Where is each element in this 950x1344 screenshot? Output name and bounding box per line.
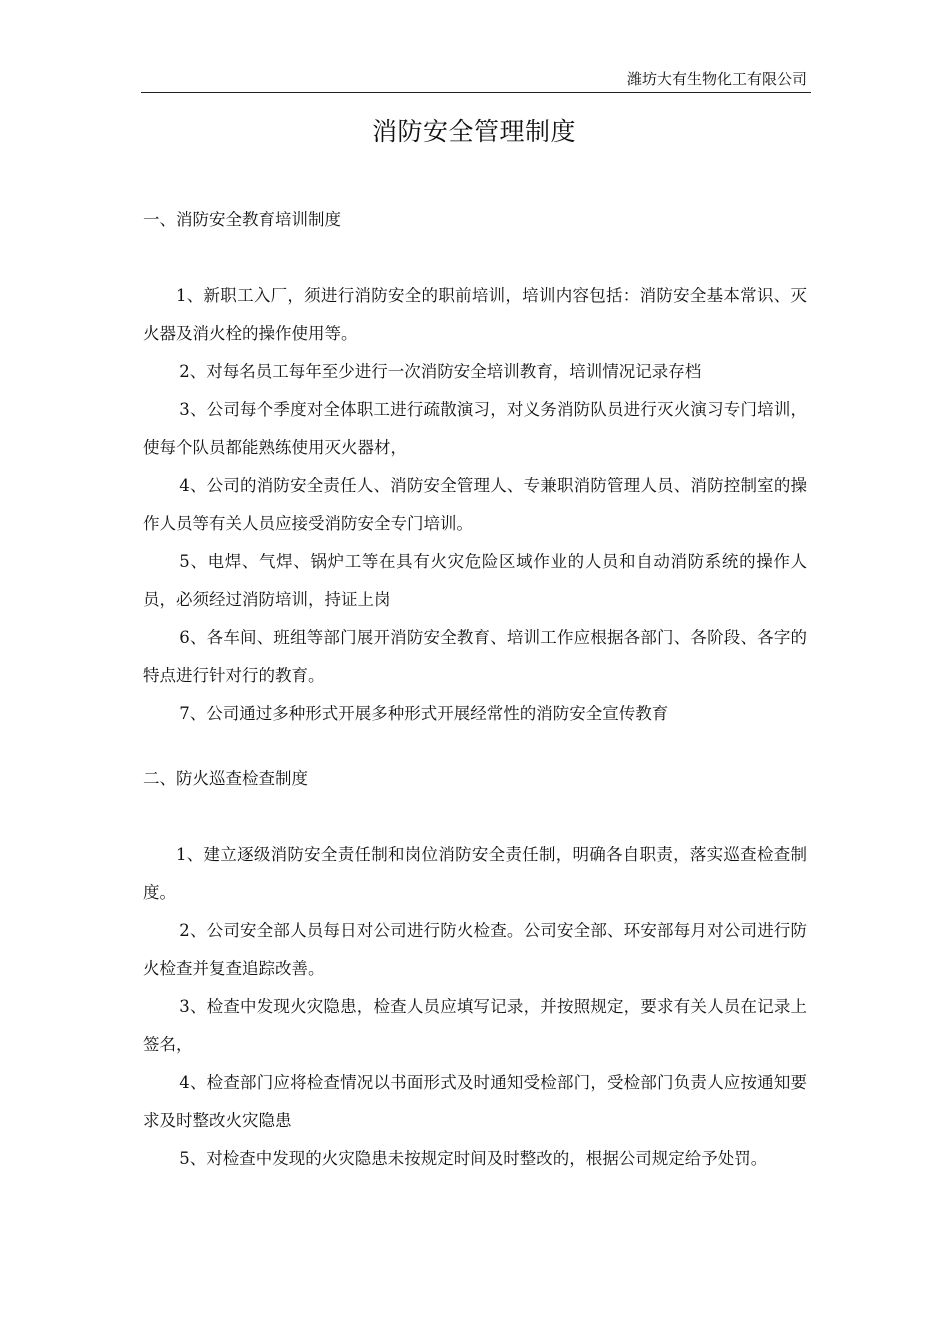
document-title: 消防安全管理制度: [371, 117, 576, 146]
section-2-item: 3、检查中发现火灾隐患，检查人员应填写记录，并按照规定，要求有关人员在记录上签名，: [143, 997, 807, 1054]
section-1-item: 2、对每名员工每年至少进行一次消防安全培训教育，培训情况记录存档: [179, 362, 702, 381]
section-2-item: 2、公司安全部人员每日对公司进行防火检查。公司安全部、环安部每月对公司进行防火检查并复查追踪改善。: [143, 921, 807, 978]
section-2-item: 1、建立逐级消防安全责任制和岗位消防安全责任制，明确各自职责，落实巡查检查制度。: [143, 845, 807, 902]
section-1-heading: 一、消防安全教育培训制度: [143, 210, 341, 229]
section-1-item: 3、公司每个季度对全体职工进行疏散演习，对义务消防队员进行灭火演习专门培训，使每个队员都能熟练使用灭火器材，: [143, 400, 807, 457]
section-1-item: 5、电焊、气焊、锅炉工等在具有火灾危险区域作业的人员和自动消防系统的操作人员，必须经过消防培训，持证上岗: [143, 552, 807, 609]
section-1-body: [143, 277, 807, 733]
header-company-name: 潍坊大有生物化工有限公司: [626, 70, 807, 88]
section-1-item: 6、各车间、班组等部门展开消防安全教育、培训工作应根据各部门、各阶段、各字的特点进行针对行的教育。: [143, 628, 807, 685]
section-2-item: 4、检查部门应将检查情况以书面形式及时通知受检部门，受检部门负责人应按通知要求及时整改火灾隐患: [143, 1073, 807, 1130]
section-1-item: 4、公司的消防安全责任人、消防安全管理人、专兼职消防管理人员、消防控制室的操作人员等有关人员应接受消防安全专门培训。: [143, 476, 807, 533]
section-1-item: 1、新职工入厂，须进行消防安全的职前培训，培训内容包括：消防安全基本常识、灭火器及消火栓的操作使用等。: [143, 286, 807, 343]
header-divider: [141, 92, 811, 93]
section-2-item: 5、对检查中发现的火灾隐患未按规定时间及时整改的，根据公司规定给予处罚。: [179, 1149, 768, 1168]
section-1-item: 7、公司通过多种形式开展多种形式开展经常性的消防安全宣传教育: [179, 704, 669, 723]
section-2-body: [143, 836, 807, 1178]
section-2-heading: 二、防火巡查检查制度: [143, 769, 308, 788]
